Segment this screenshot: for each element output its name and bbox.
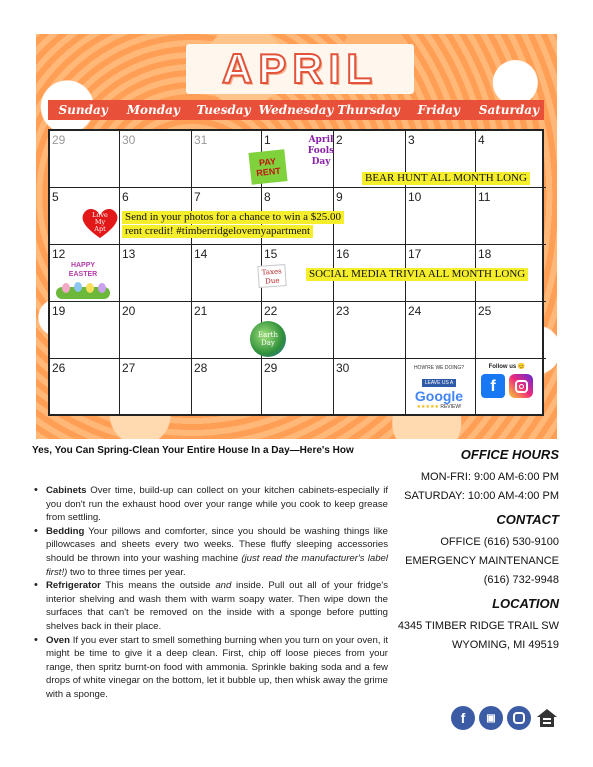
day-number: 19	[52, 304, 66, 318]
calendar-day-cell	[334, 359, 406, 414]
footer-social-icons	[451, 706, 559, 730]
weekday-tuesday: Tuesday	[196, 103, 251, 117]
april-fools-line1: April	[308, 135, 334, 145]
calendar-day-cell	[192, 245, 262, 302]
item-italic: (just read the manufacturer's label first!)	[46, 552, 388, 578]
day-number: 23	[336, 304, 350, 318]
equal-housing-icon	[535, 706, 559, 730]
april-fools-line2: Fools	[307, 146, 335, 156]
easter-line2: EASTER	[68, 271, 98, 278]
office-phone[interactable]: OFFICE (616) 530-9100	[440, 536, 559, 548]
day-number: 28	[194, 361, 208, 375]
taxes-line1: Taxes	[261, 267, 282, 277]
office-hours-heading: OFFICE HOURS	[460, 447, 559, 462]
calendar-day-cell	[334, 302, 406, 359]
taxes-due-sticker	[257, 264, 286, 288]
calendar-day-cell	[120, 245, 192, 302]
facebook-icon[interactable]: f	[451, 706, 475, 730]
day-number: 5	[52, 190, 59, 204]
day-number: 30	[336, 361, 350, 375]
event-photos-line1: Send in your photos for a chance to win a $25.00	[122, 211, 344, 224]
month-title-banner	[186, 44, 414, 94]
heart-icon	[80, 207, 120, 239]
review-leave: LEAVE US A	[422, 379, 457, 387]
weekday-saturday: Saturday	[478, 103, 539, 117]
item-heading: Refrigerator	[46, 580, 101, 592]
event-social-trivia: SOCIAL MEDIA TRIVIA ALL MONTH LONG	[306, 268, 528, 281]
article-item-refrigerator	[28, 579, 388, 633]
facebook-icon[interactable]: f	[481, 374, 505, 398]
item-text: Your pillows and comforter, since you should be washing things like pillowcases and sheets every two weeks. These fluffy sleeping accessories should be thrown into your washing machine	[46, 525, 388, 564]
day-number: 14	[194, 247, 208, 261]
day-number: 10	[408, 190, 422, 204]
weekday-header	[48, 100, 544, 120]
address-line1: 4345 TIMBER RIDGE TRAIL SW	[397, 620, 559, 632]
calendar-day-cell	[120, 302, 192, 359]
day-number: 22	[264, 304, 278, 318]
day-number: 25	[478, 304, 492, 318]
cleaning-article	[28, 445, 388, 702]
day-number: 29	[52, 133, 66, 147]
item-text: Over time, build-up can collect on your kitchen cabinets-especially if you don't run the exhaust hood over your range while you cook to keep grease from settling.	[46, 485, 388, 524]
event-bear-hunt: BEAR HUNT ALL MONTH LONG	[362, 172, 530, 185]
day-number: 16	[336, 247, 350, 261]
calendar-day-cell	[262, 359, 334, 414]
day-number: 24	[408, 304, 422, 318]
item-heading: Cabinets	[46, 485, 87, 496]
pay-rent-text: PAY RENT	[255, 156, 282, 179]
google-review-badge[interactable]	[406, 363, 472, 409]
weekday-thursday: Thursday	[337, 103, 400, 117]
item-text: inside. Pull out all of your fridge's interior shelving and wash them with warm soapy water. Then wipe down the surfaces that can't be removed on the inside with a sponge before putting shelves back in their place.	[46, 580, 388, 632]
easter-line1: HAPPY	[70, 262, 96, 269]
taxes-line2: Due	[264, 276, 280, 286]
item-text: This means the outside	[100, 580, 216, 592]
review-stars-icon: ★★★★★	[416, 404, 439, 410]
day-number: 21	[194, 304, 208, 318]
day-number: 12	[52, 247, 66, 261]
calendar-day-cell	[334, 188, 406, 245]
address-line2: WYOMING, MI 49519	[452, 639, 559, 651]
calendar-day-cell	[192, 359, 262, 414]
pay-rent-sticker	[248, 149, 287, 185]
day-number: 8	[264, 190, 271, 204]
contact-heading: CONTACT	[496, 512, 559, 527]
article-item-oven	[28, 634, 388, 702]
item-italic: and	[215, 580, 232, 592]
calendar-grid	[48, 129, 544, 416]
day-number: 3	[408, 133, 415, 147]
april-fools-line3: Day	[311, 157, 331, 167]
day-number: 31	[194, 133, 208, 147]
earth-line2: Day	[261, 339, 275, 347]
day-number: 7	[194, 190, 201, 204]
event-photos-line2: rent credit! #timberridgelovemyapartment	[122, 225, 313, 238]
weekday-friday: Friday	[417, 103, 460, 117]
happy-easter-sticker	[56, 259, 110, 305]
item-text: If you ever start to smell something burning when you turn on your oven, it might be time to give it a deep clean. First, chip off loose pieces from your range, then spritz burnt-on food with ammonia. Sprinkle baking soda and a few drops of white vinegar on the bottom, let it bubble up, then whisk away the grime with a sponge.	[46, 634, 388, 700]
calendar-day-cell	[406, 188, 476, 245]
article-item-cabinets	[28, 484, 388, 525]
month-title: APRIL	[222, 45, 378, 92]
calendar-day-cell	[50, 131, 120, 188]
april-fools-sticker	[306, 135, 336, 175]
day-number: 1	[264, 133, 271, 147]
day-number: 29	[264, 361, 278, 375]
easter-eggs-icon	[56, 287, 110, 299]
love-line3: Apt	[94, 225, 106, 233]
review-question: HOW'RE WE DOING?	[413, 365, 465, 371]
weekday-wednesday: Wednesday	[258, 103, 334, 117]
day-number: 4	[478, 133, 485, 147]
day-number: 20	[122, 304, 136, 318]
emergency-label: EMERGENCY MAINTENANCE	[405, 555, 559, 567]
day-number: 27	[122, 361, 136, 375]
calendar-day-cell	[50, 359, 120, 414]
day-number: 18	[478, 247, 492, 261]
item-text: two to three times per year.	[67, 566, 186, 578]
hours-saturday: SATURDAY: 10:00 AM-4:00 PM	[404, 490, 559, 502]
emergency-phone[interactable]: (616) 732-9948	[483, 574, 559, 586]
day-number: 15	[264, 247, 278, 261]
earth-line1: Earth	[258, 331, 278, 339]
weekday-monday: Monday	[126, 103, 180, 117]
weekday-sunday: Sunday	[58, 103, 108, 117]
instagram-icon[interactable]	[507, 706, 531, 730]
day-number: 13	[122, 247, 136, 261]
calendar-day-cell	[476, 188, 546, 245]
calendar-day-cell	[120, 131, 192, 188]
day-number: 6	[122, 190, 129, 204]
earth-day-icon	[250, 321, 286, 357]
love-line2: My	[94, 218, 106, 226]
calendar-day-cell	[120, 359, 192, 414]
camera-icon[interactable]: ▣	[479, 706, 503, 730]
calendar-day-cell	[476, 302, 546, 359]
article-title: Yes, You Can Spring-Clean Your Entire House In a Day—Here's How	[32, 445, 354, 456]
article-item-bedding	[28, 525, 388, 579]
follow-us-text: Follow us 😊	[488, 364, 526, 370]
review-word: REVIEW!	[440, 404, 462, 410]
day-number: 17	[408, 247, 422, 261]
day-number: 11	[478, 190, 491, 204]
day-number: 26	[52, 361, 66, 375]
calendar-day-cell	[406, 302, 476, 359]
item-heading: Oven	[46, 634, 70, 646]
hours-weekday: MON-FRI: 9:00 AM-6:00 PM	[420, 471, 559, 483]
item-heading: Bedding	[46, 525, 85, 537]
day-number: 9	[336, 190, 343, 204]
calendar-day-cell	[50, 302, 120, 359]
review-google: Google	[414, 388, 464, 404]
follow-us-block	[476, 363, 538, 409]
day-number: 30	[122, 133, 136, 147]
article-list	[28, 484, 388, 702]
love-line1: Love	[92, 211, 108, 219]
office-info	[359, 447, 559, 655]
location-heading: LOCATION	[492, 596, 559, 611]
day-number: 2	[336, 133, 343, 147]
instagram-icon[interactable]	[509, 374, 533, 398]
